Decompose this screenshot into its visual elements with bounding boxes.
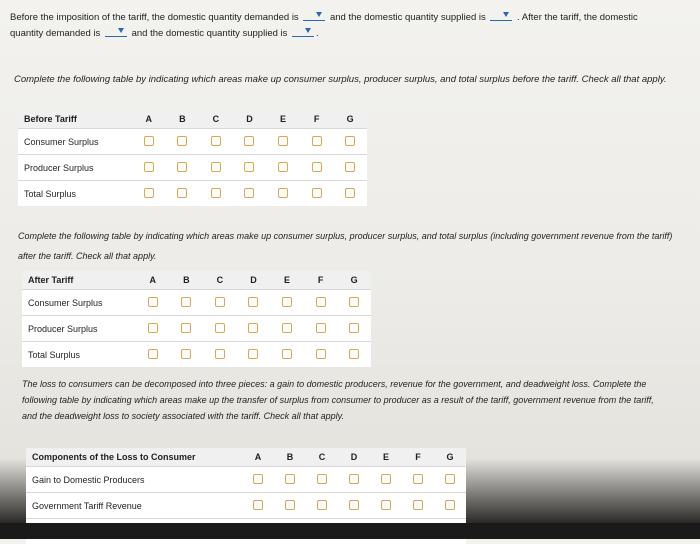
checkbox-before-ps-a[interactable] (144, 162, 154, 172)
checkbox-loss-gain-e[interactable] (381, 474, 391, 484)
table-row (22, 290, 371, 316)
checkbox-after-ts-c[interactable] (215, 349, 225, 359)
checkbox-after-cs-a[interactable] (148, 297, 158, 307)
screen-bezel-edge (0, 523, 700, 539)
table-row (18, 155, 367, 181)
checkbox-before-ps-f[interactable] (312, 162, 322, 172)
checkbox-before-ts-a[interactable] (144, 188, 154, 198)
checkbox-after-ts-f[interactable] (316, 349, 326, 359)
question-tariff-quantities (10, 10, 690, 42)
checkbox-before-cs-b[interactable] (177, 136, 187, 146)
checkbox-before-cs-d[interactable] (244, 136, 254, 146)
checkbox-after-cs-g[interactable] (349, 297, 359, 307)
checkbox-after-cs-e[interactable] (282, 297, 292, 307)
row-label-gain-domestic-producers: Gain to Domestic Producers (26, 467, 242, 493)
checkbox-before-cs-e[interactable] (278, 136, 288, 146)
col-d: D (233, 110, 267, 129)
loss-table-title: Components of the Loss to Consumer (26, 448, 242, 467)
checkbox-before-ts-c[interactable] (211, 188, 221, 198)
checkbox-before-cs-a[interactable] (144, 136, 154, 146)
checkbox-loss-gain-c[interactable] (317, 474, 327, 484)
checkbox-before-ts-f[interactable] (312, 188, 322, 198)
col-f: F (304, 271, 338, 290)
checkbox-loss-rev-e[interactable] (381, 500, 391, 510)
col-c: C (306, 448, 338, 467)
checkbox-loss-rev-f[interactable] (413, 500, 423, 510)
checkbox-before-ps-c[interactable] (211, 162, 221, 172)
q1-text-2: and the domestic quantity supplied is (330, 12, 486, 23)
qs-before-dropdown[interactable] (490, 10, 512, 21)
table-row (22, 342, 371, 368)
checkbox-after-ps-g[interactable] (349, 323, 359, 333)
q1-text-4: quantity demanded is (10, 28, 100, 39)
checkbox-loss-gain-b[interactable] (285, 474, 295, 484)
table-row (18, 129, 367, 155)
col-a: A (132, 110, 166, 129)
q1-text-6: . (316, 28, 319, 39)
before-table-title: Before Tariff (18, 110, 132, 129)
row-label-total-surplus: Total Surplus (22, 342, 136, 368)
checkbox-loss-rev-a[interactable] (253, 500, 263, 510)
qd-before-dropdown[interactable] (303, 10, 325, 21)
checkbox-before-ts-d[interactable] (244, 188, 254, 198)
col-c: C (203, 271, 237, 290)
checkbox-after-ps-f[interactable] (316, 323, 326, 333)
table-row (22, 316, 371, 342)
col-a: A (136, 271, 170, 290)
row-label-total-surplus: Total Surplus (18, 181, 132, 207)
checkbox-before-ps-e[interactable] (278, 162, 288, 172)
checkbox-after-cs-c[interactable] (215, 297, 225, 307)
checkbox-before-ps-b[interactable] (177, 162, 187, 172)
col-f: F (402, 448, 434, 467)
table-row (18, 181, 367, 207)
checkbox-loss-gain-g[interactable] (445, 474, 455, 484)
col-b: B (166, 110, 200, 129)
col-f: F (300, 110, 334, 129)
checkbox-after-ts-a[interactable] (148, 349, 158, 359)
table-row (26, 467, 466, 493)
checkbox-before-cs-f[interactable] (312, 136, 322, 146)
qd-after-dropdown[interactable] (105, 26, 127, 37)
after-tariff-table (22, 271, 371, 367)
checkbox-loss-gain-f[interactable] (413, 474, 423, 484)
checkbox-before-ts-b[interactable] (177, 188, 187, 198)
checkbox-before-cs-g[interactable] (345, 136, 355, 146)
col-e: E (270, 271, 304, 290)
checkbox-loss-rev-d[interactable] (349, 500, 359, 510)
checkbox-after-cs-f[interactable] (316, 297, 326, 307)
row-label-producer-surplus: Producer Surplus (18, 155, 132, 181)
q1-text-5: and the domestic quantity supplied is (132, 28, 288, 39)
col-d: D (338, 448, 370, 467)
checkbox-after-ts-d[interactable] (248, 349, 258, 359)
checkbox-after-ps-e[interactable] (282, 323, 292, 333)
checkbox-after-ts-e[interactable] (282, 349, 292, 359)
col-c: C (199, 110, 233, 129)
before-tariff-table (18, 110, 367, 206)
instructions-before-tariff: Complete the following table by indicating which areas make up consumer surplus, producer surplus, and total surplus before the tariff. Check all that apply. (14, 72, 684, 88)
checkbox-loss-gain-a[interactable] (253, 474, 263, 484)
table-row (26, 493, 466, 519)
checkbox-before-ps-d[interactable] (244, 162, 254, 172)
row-label-government-tariff-revenue: Government Tariff Revenue (26, 493, 242, 519)
checkbox-loss-rev-c[interactable] (317, 500, 327, 510)
col-b: B (170, 271, 204, 290)
checkbox-before-ts-g[interactable] (345, 188, 355, 198)
row-label-consumer-surplus: Consumer Surplus (22, 290, 136, 316)
checkbox-after-ps-d[interactable] (248, 323, 258, 333)
checkbox-before-ps-g[interactable] (345, 162, 355, 172)
row-label-consumer-surplus: Consumer Surplus (18, 129, 132, 155)
q1-text-1: Before the imposition of the tariff, the domestic quantity demanded is (10, 12, 299, 23)
checkbox-loss-gain-d[interactable] (349, 474, 359, 484)
checkbox-after-ts-b[interactable] (181, 349, 191, 359)
qs-after-dropdown[interactable] (292, 26, 314, 37)
row-label-producer-surplus: Producer Surplus (22, 316, 136, 342)
checkbox-after-cs-d[interactable] (248, 297, 258, 307)
checkbox-after-ps-a[interactable] (148, 323, 158, 333)
col-b: B (274, 448, 306, 467)
checkbox-after-ts-g[interactable] (349, 349, 359, 359)
col-g: G (337, 271, 371, 290)
after-table-title: After Tariff (22, 271, 136, 290)
checkbox-after-ps-b[interactable] (181, 323, 191, 333)
col-a: A (242, 448, 274, 467)
checkbox-loss-rev-b[interactable] (285, 500, 295, 510)
checkbox-after-cs-b[interactable] (181, 297, 191, 307)
col-g: G (333, 110, 367, 129)
col-g: G (434, 448, 466, 467)
checkbox-before-cs-c[interactable] (211, 136, 221, 146)
col-e: E (370, 448, 402, 467)
checkbox-after-ps-c[interactable] (215, 323, 225, 333)
q1-text-3: . After the tariff, the domestic (517, 12, 638, 23)
instructions-after-tariff: Complete the following table by indicating which areas make up consumer surplus, producer surplus, and total surplus (including government revenue from the tariff) after the tariff. Check all that apply. (18, 226, 678, 266)
checkbox-loss-rev-g[interactable] (445, 500, 455, 510)
instructions-loss-decomposition: The loss to consumers can be decomposed into three pieces: a gain to domestic producers, revenue for the government, and deadweight loss. Complete the following table by indicating which areas make up the transfer of surplus from consumer to producer as a result of the tariff, government revenue from the tariff, and the deadweight loss to society associated with the tariff. Check all that apply. (22, 376, 662, 424)
col-e: E (266, 110, 300, 129)
checkbox-before-ts-e[interactable] (278, 188, 288, 198)
col-d: D (237, 271, 271, 290)
